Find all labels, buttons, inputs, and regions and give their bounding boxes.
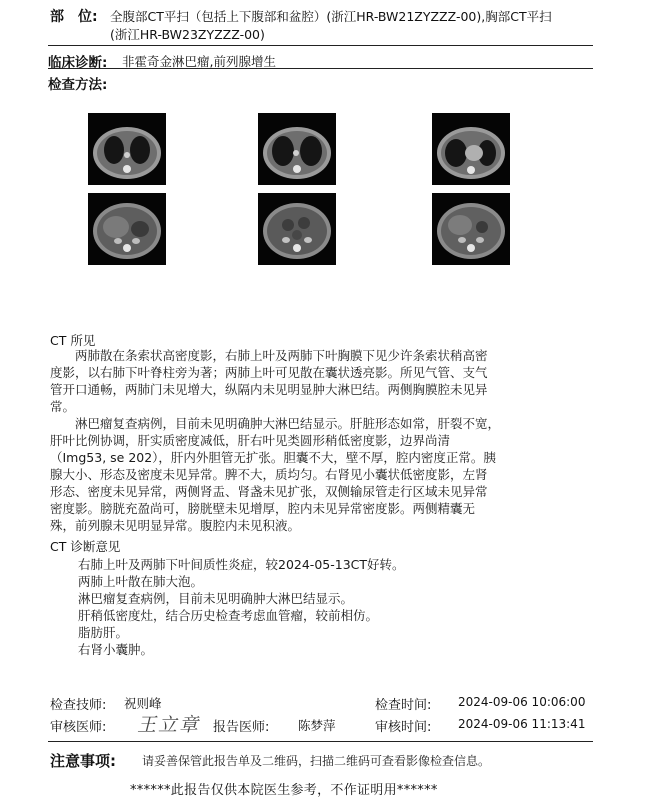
abdomen-ct-image [432, 193, 510, 265]
ct-image-pair-1 [88, 113, 166, 265]
review-time-label: 审核时间: [375, 720, 432, 735]
findings-line: 肝叶比例协调，肝实质密度减低，肝右叶见类圆形稍低密度影，边界尚清 [50, 433, 451, 448]
findings-title: CT 所见 [50, 333, 96, 348]
findings-line: 常。 [50, 399, 76, 414]
findings-body [50, 347, 500, 534]
diagnosis-value: 非霍奇金淋巴瘤,前列腺增生 [122, 54, 276, 69]
part-label: 部 位: [50, 9, 98, 25]
findings-line: 两肺散在条索状高密度影，右肺上叶及两肺下叶胸膜下见少许条索状稍高密 [50, 348, 488, 363]
reporter-name: 陈梦萍 [298, 718, 336, 733]
impression-body [78, 556, 405, 658]
abdomen-ct-image [258, 193, 336, 265]
part-value-line2: (浙江HR-BW23ZYZZZ-00) [110, 27, 265, 42]
impression-line: 两肺上叶散在肺大泡。 [78, 574, 204, 589]
impression-title: CT 诊断意见 [50, 539, 121, 554]
technician-name: 祝则峰 [124, 696, 162, 711]
technician-label: 检查技师: [50, 698, 107, 713]
findings-line: 密度影。膀胱充盈尚可，膀胱壁未见增厚，腔内未见异常密度影。两侧精囊无 [50, 501, 476, 516]
findings-line: 度影，以右肺下叶脊柱旁为著；两肺上叶可见散在囊状透亮影。所见气管、支气 [50, 365, 488, 380]
findings-line: 腺大小、形态及密度未见异常。脾不大，质均匀。右肾见小囊状低密度影，左肾 [50, 467, 488, 482]
ct-image-pair-2 [258, 113, 336, 265]
ct-image-pair-3 [432, 113, 510, 265]
findings-line: 殊，前列腺未见明显异常。腹腔内未见积液。 [50, 518, 301, 533]
reviewer-label: 审核医师: [50, 720, 107, 735]
disclaimer: ******此报告仅供本院医生参考，不作证明用****** [130, 783, 438, 798]
impression-line: 右肾小囊肿。 [78, 642, 154, 657]
impression-line: 右肺上叶及两肺下叶间质性炎症，较2024-05-13CT好转。 [78, 557, 405, 572]
reporter-label: 报告医师: [213, 720, 270, 735]
impression-line: 脂肪肝。 [78, 625, 129, 640]
abdomen-ct-image [88, 193, 166, 265]
notice-label: 注意事项: [50, 752, 116, 770]
impression-line: 淋巴瘤复查病例，目前未见明确肿大淋巴结显示。 [78, 591, 354, 606]
findings-line: （Img53, se 202），肝内外胆管无扩张。胆囊不大，壁不厚，腔内密度正常。胰 [50, 450, 496, 465]
impression-line: 肝稍低密度灶，结合历史检查考虑血管瘤，较前相仿。 [78, 608, 379, 623]
findings-line: 淋巴瘤复查病例，目前未见明确肿大淋巴结显示。肝脏形态如常，肝裂不宽， [50, 416, 501, 431]
notice-text: 请妥善保管此报告单及二维码，扫描二维码可查看影像检查信息。 [142, 754, 491, 768]
review-time-value: 2024-09-06 11:13:41 [458, 717, 586, 731]
reviewer-signature: 王立章 [137, 714, 201, 736]
chest-ct-image [88, 113, 166, 185]
exam-time-label: 检查时间: [375, 698, 432, 713]
exam-time-value: 2024-09-06 10:06:00 [458, 695, 586, 709]
diagnosis-label: 临床诊断: [48, 55, 108, 71]
method-label: 检查方法: [48, 77, 108, 93]
chest-ct-image [258, 113, 336, 185]
chest-ct-image [432, 113, 510, 185]
header-divider-1 [48, 45, 593, 46]
footer-divider [48, 741, 593, 742]
header-divider-2 [48, 68, 593, 69]
findings-line: 管开口通畅，两肺门未见增大，纵隔内未见明显肿大淋巴结。两侧胸膜腔未见异 [50, 382, 488, 397]
part-value-line1: 全腹部CT平扫（包括上下腹部和盆腔）(浙江HR-BW21ZYZZZ-00),胸部CT平扫 [110, 9, 552, 24]
findings-line: 形态、密度未见异常，两侧肾盂、肾盏未见扩张，双侧输尿管走行区域未见异常 [50, 484, 488, 499]
